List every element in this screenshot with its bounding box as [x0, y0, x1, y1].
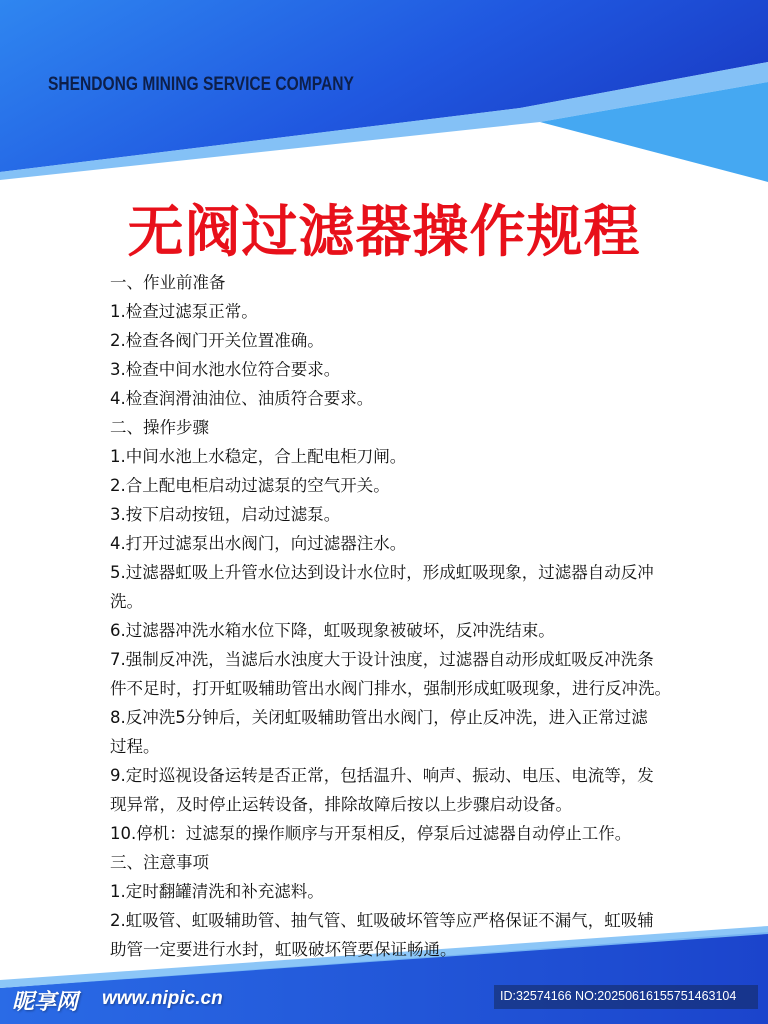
- text-line: 3.检查中间水池水位符合要求。: [110, 360, 341, 379]
- text-line: 2.检查各阀门开关位置准确。: [110, 331, 324, 350]
- text-line: 件不足时，打开虹吸辅助管出水阀门排水，强制形成虹吸现象，进行反冲洗。: [110, 679, 671, 698]
- text-line: 二、操作步骤: [110, 418, 209, 437]
- text-line: 一、作业前准备: [110, 273, 226, 292]
- company-name: SHENDONG MINING SERVICE COMPANY: [48, 74, 354, 95]
- text-line: 1.定时翻罐清洗和补充滤料。: [110, 882, 324, 901]
- text-line: 4.打开过滤泵出水阀门，向过滤器注水。: [110, 534, 407, 553]
- procedure-text: [110, 268, 695, 964]
- text-line: 三、注意事项: [110, 853, 209, 872]
- text-line: 洗。: [110, 592, 143, 611]
- text-line: 4.检查润滑油油位、油质符合要求。: [110, 389, 374, 408]
- text-line: 1.检查过滤泵正常。: [110, 302, 258, 321]
- text-line: 8.反冲洗5分钟后，关闭虹吸辅助管出水阀门，停止反冲洗，进入正常过滤: [110, 708, 648, 727]
- text-line: 现异常，及时停止运转设备，排除故障后按以上步骤启动设备。: [110, 795, 572, 814]
- text-line: 2.合上配电柜启动过滤泵的空气开关。: [110, 476, 390, 495]
- text-line: 3.按下启动按钮，启动过滤泵。: [110, 505, 341, 524]
- text-line: 过程。: [110, 737, 160, 756]
- text-line: 助管一定要进行水封，虹吸破坏管要保证畅通。: [110, 940, 457, 959]
- text-line: 5.过滤器虹吸上升管水位达到设计水位时，形成虹吸现象，过滤器自动反冲: [110, 563, 654, 582]
- text-line: 10.停机：过滤泵的操作顺序与开泵相反，停泵后过滤器自动停止工作。: [110, 824, 632, 843]
- text-line: 6.过滤器冲洗水箱水位下降，虹吸现象被破坏，反冲洗结束。: [110, 621, 555, 640]
- text-line: 2.虹吸管、虹吸辅助管、抽气管、虹吸破坏管等应严格保证不漏气，虹吸辅: [110, 911, 654, 930]
- page-title: 无阀过滤器操作规程: [127, 200, 641, 265]
- watermark-logo: 昵享网: [12, 990, 79, 1015]
- text-line: 7.强制反冲洗，当滤后水浊度大于设计浊度，过滤器自动形成虹吸反冲洗条: [110, 650, 654, 669]
- watermark-url: www.nipic.cn: [102, 988, 223, 1009]
- watermark-id: ID:32574166 NO:20250616155751463104: [500, 989, 737, 1003]
- text-line: 9.定时巡视设备运转是否正常，包括温升、响声、振动、电压、电流等，发: [110, 766, 654, 785]
- text-line: 1.中间水池上水稳定，合上配电柜刀闸。: [110, 447, 407, 466]
